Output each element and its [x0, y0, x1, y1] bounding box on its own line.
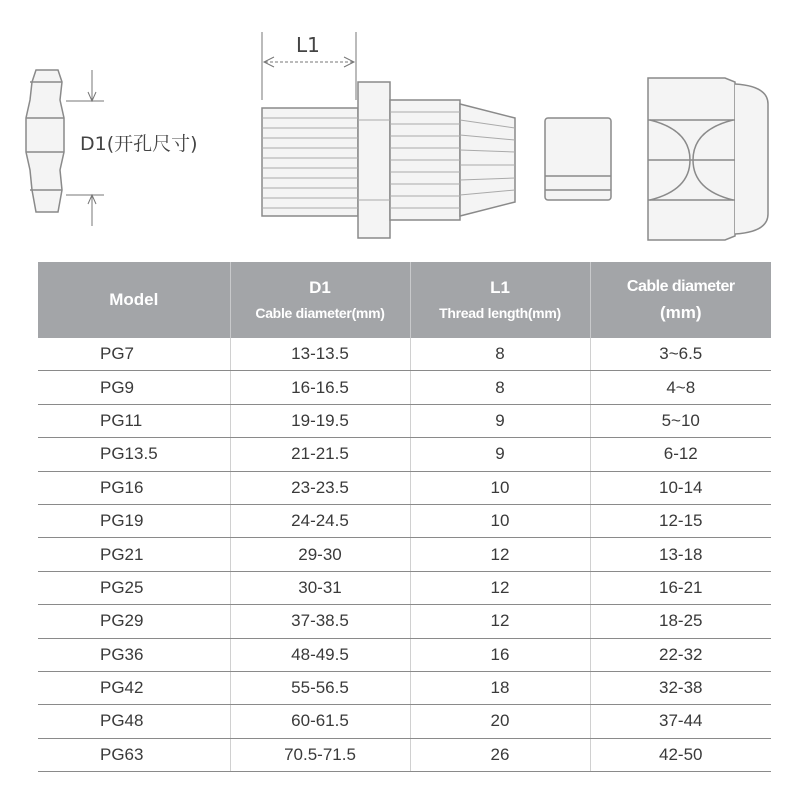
model-cell: PG25	[38, 571, 230, 604]
l1-cell: 20	[410, 705, 590, 738]
table-row	[38, 371, 771, 404]
model-cell: PG16	[38, 471, 230, 504]
l1-cell: 26	[410, 738, 590, 771]
cable-diameter-cell: 3~6.5	[590, 338, 771, 371]
header-model-label: Model	[109, 290, 159, 309]
locking-nut-part	[26, 70, 64, 212]
d1-cell: 70.5-71.5	[230, 738, 410, 771]
l1-cell: 10	[410, 504, 590, 537]
l1-cell: 8	[410, 338, 590, 371]
d1-cell: 13-13.5	[230, 338, 410, 371]
header-d1-label: D1	[309, 278, 331, 297]
l1-cell: 9	[410, 438, 590, 471]
spec-table	[38, 262, 771, 772]
header-cable-diameter-label: Cable diameter	[626, 278, 735, 295]
gland-body-part	[262, 82, 515, 238]
l1-cell: 16	[410, 638, 590, 671]
d1-cell: 23-23.5	[230, 471, 410, 504]
table-row	[38, 504, 771, 537]
table-row	[38, 438, 771, 471]
cable-diameter-cell: 22-32	[590, 638, 771, 671]
table-row	[38, 671, 771, 704]
model-cell: PG7	[38, 338, 230, 371]
model-cell: PG9	[38, 371, 230, 404]
l1-cell: 18	[410, 671, 590, 704]
l1-cell: 9	[410, 404, 590, 437]
d1-cell: 24-24.5	[230, 504, 410, 537]
model-cell: PG36	[38, 638, 230, 671]
cable-diameter-cell: 4~8	[590, 371, 771, 404]
cable-diameter-cell: 6-12	[590, 438, 771, 471]
l1-cell: 8	[410, 371, 590, 404]
table-row	[38, 571, 771, 604]
l1-cell: 12	[410, 538, 590, 571]
model-cell: PG21	[38, 538, 230, 571]
header-d1	[230, 262, 410, 338]
d1-cell: 37-38.5	[230, 605, 410, 638]
cable-diameter-cell: 13-18	[590, 538, 771, 571]
header-l1-label: L1	[490, 278, 510, 297]
d1-cell: 16-16.5	[230, 371, 410, 404]
d1-cell: 29-30	[230, 538, 410, 571]
table-row	[38, 738, 771, 771]
model-cell: PG19	[38, 504, 230, 537]
cap-nut-part	[648, 78, 768, 240]
table-row	[38, 605, 771, 638]
d1-cell: 48-49.5	[230, 638, 410, 671]
d1-cell: 55-56.5	[230, 671, 410, 704]
cable-diameter-cell: 5~10	[590, 404, 771, 437]
header-model	[38, 262, 230, 338]
d1-cell: 19-19.5	[230, 404, 410, 437]
l1-cell: 10	[410, 471, 590, 504]
model-cell: PG48	[38, 705, 230, 738]
cable-diameter-cell: 10-14	[590, 471, 771, 504]
cable-diameter-cell: 16-21	[590, 571, 771, 604]
model-cell: PG13.5	[38, 438, 230, 471]
seal-insert-part	[545, 118, 611, 200]
cable-diameter-cell: 32-38	[590, 671, 771, 704]
table-row	[38, 471, 771, 504]
cable-gland-diagram	[0, 0, 800, 255]
d1-cell: 30-31	[230, 571, 410, 604]
table-row	[38, 338, 771, 371]
cable-diameter-cell: 12-15	[590, 504, 771, 537]
model-cell: PG42	[38, 671, 230, 704]
table-row	[38, 404, 771, 437]
cable-diameter-cell: 18-25	[590, 605, 771, 638]
model-cell: PG63	[38, 738, 230, 771]
l1-cell: 12	[410, 571, 590, 604]
d1-cell: 21-21.5	[230, 438, 410, 471]
header-l1-sublabel: Thread length(mm)	[439, 305, 561, 321]
table-row	[38, 705, 771, 738]
l1-cell: 12	[410, 605, 590, 638]
d1-cell: 60-61.5	[230, 705, 410, 738]
table-row	[38, 638, 771, 671]
model-cell: PG29	[38, 605, 230, 638]
model-cell: PG11	[38, 404, 230, 437]
header-d1-sublabel: Cable diameter(mm)	[255, 305, 385, 321]
cable-diameter-cell: 37-44	[590, 705, 771, 738]
l1-label: L1	[296, 33, 320, 57]
table-header-row	[38, 262, 771, 338]
header-l1	[410, 262, 590, 338]
table-row	[38, 538, 771, 571]
header-cable-diameter-unit: (mm)	[659, 303, 702, 322]
cable-diameter-cell: 42-50	[590, 738, 771, 771]
d1-label: D1(开孔尺寸)	[80, 133, 198, 155]
header-cable-diameter	[590, 262, 771, 338]
